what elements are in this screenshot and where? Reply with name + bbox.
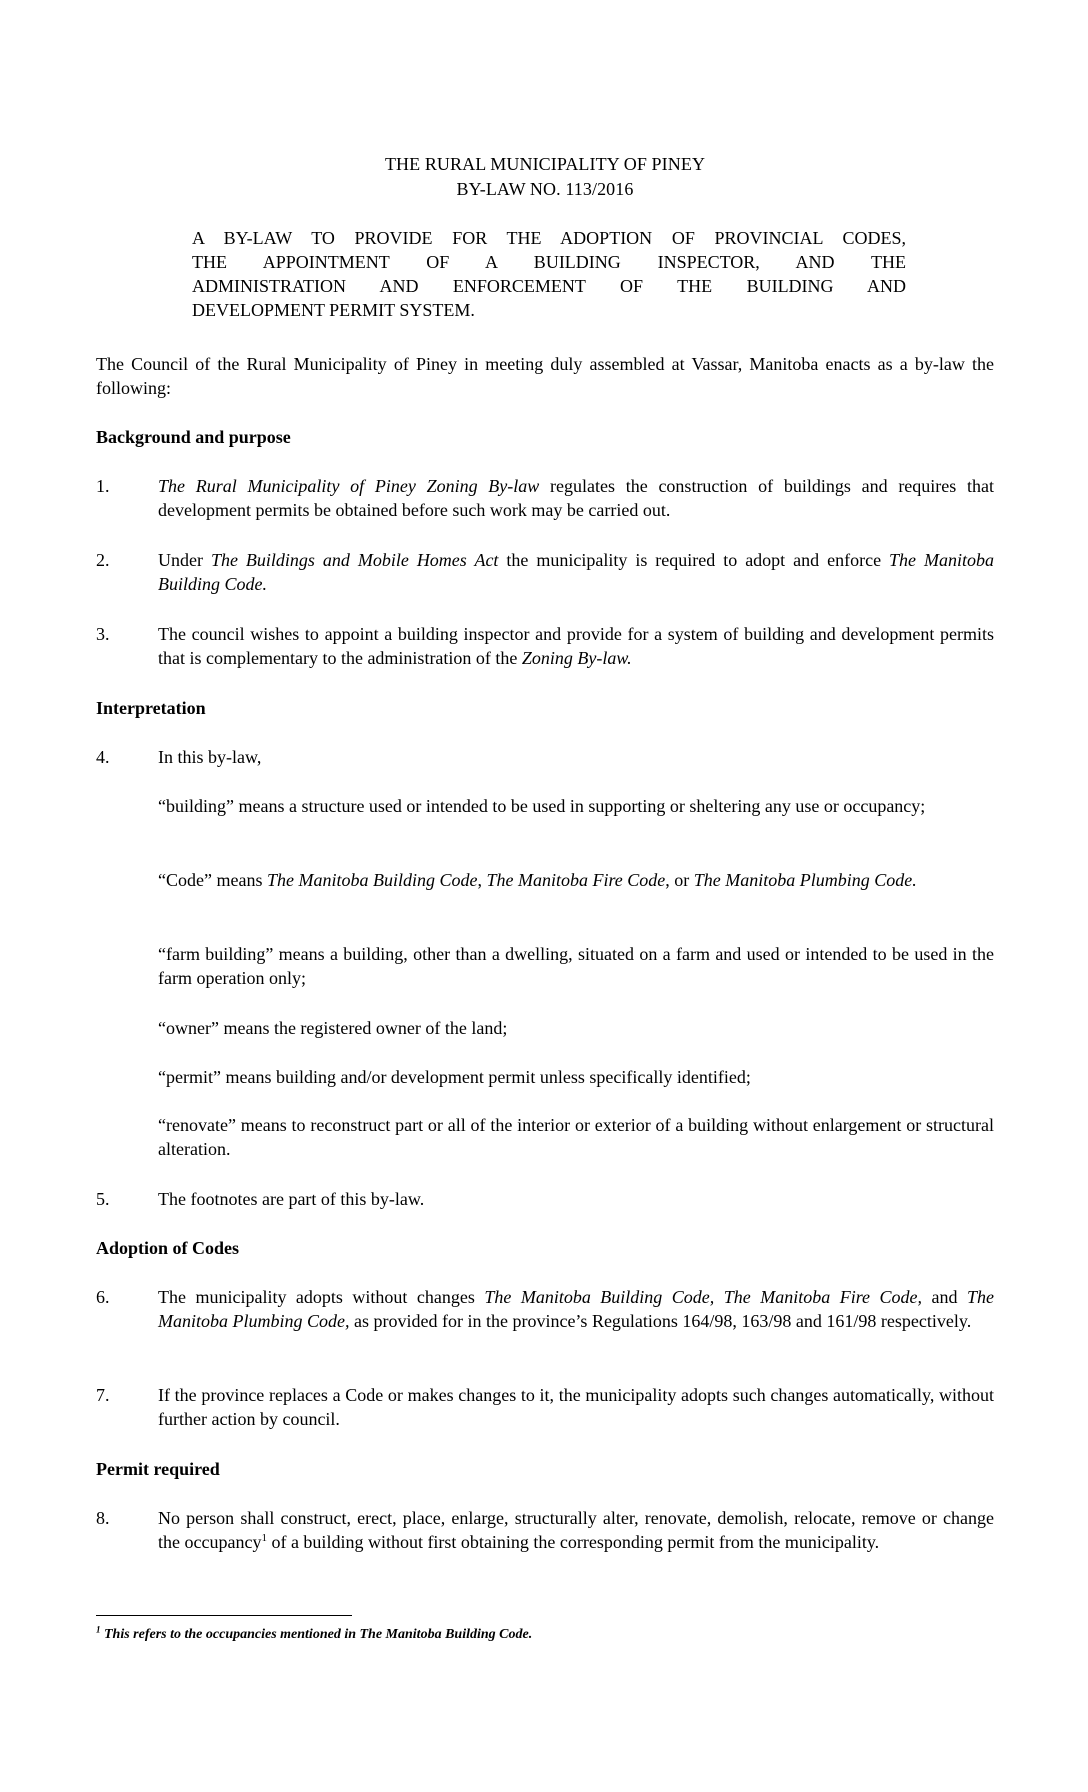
bylaw-title-line: A BY-LAW TO PROVIDE FOR THE ADOPTION OF PROVINCIAL CODES, — [192, 228, 906, 248]
document-page — [96, 0, 994, 1792]
intro-paragraph: The Council of the Rural Municipality of Piney in meeting duly assembled at Vassar, Manitoba enacts as a by-law the following: — [96, 354, 994, 398]
clause-number: 2. — [96, 550, 110, 570]
section-heading-permit: Permit required — [96, 1459, 220, 1479]
clause-text: The municipality adopts without changes The Manitoba Building Code, The Manitoba Fire Code, and The Manitoba Plumbing Code, as provided for in the province’s Regulations 164/98, 163/98 and 161/98 respectively. — [158, 1287, 994, 1331]
definition-code: “Code” means The Manitoba Building Code, The Manitoba Fire Code, or The Manitoba Plumbing Code. — [158, 870, 917, 890]
clause-text: In this by-law, — [158, 747, 262, 767]
definition-permit: “permit” means building and/or development permit unless specifically identified; — [158, 1067, 751, 1087]
bylaw-title-line: THE APPOINTMENT OF A BUILDING INSPECTOR, AND THE — [192, 252, 906, 272]
municipality-title: THE RURAL MUNICIPALITY OF PINEY — [384, 154, 706, 174]
clause-text: No person shall construct, erect, place, enlarge, structurally alter, renovate, demolish, relocate, remove or change the occupancy$^1$ of a building without first obtaining the corresponding permit from the municipality. — [158, 1508, 994, 1552]
document-header — [96, 152, 994, 202]
clause-number: 7. — [96, 1385, 110, 1405]
clause-text: If the province replaces a Code or makes changes to it, the municipality adopts such changes automatically, without further action by council. — [158, 1385, 994, 1429]
clause-number: 1. — [96, 476, 110, 496]
definition-farm-building: “farm building” means a building, other than a dwelling, situated on a farm and used or intended to be used in the farm operation only; — [158, 944, 994, 988]
bylaw-number: BY-LAW NO. 113/2016 — [456, 179, 634, 199]
footnote — [96, 1626, 532, 1644]
clause-text: The footnotes are part of this by-law. — [158, 1189, 425, 1209]
bylaw-title-line: DEVELOPMENT PERMIT SYSTEM. — [192, 300, 475, 320]
section-heading-adoption: Adoption of Codes — [96, 1238, 240, 1258]
section-heading-background: Background and purpose — [96, 427, 291, 447]
clause-text: The council wishes to appoint a building inspector and provide for a system of building and development permits that is complementary to the administration of the Zoning By-law. — [158, 624, 994, 668]
clause-number: 3. — [96, 624, 110, 644]
clause-text: Under The Buildings and Mobile Homes Act the municipality is required to adopt and enforce The Manitoba Building Code. — [158, 550, 995, 594]
footnote-divider — [96, 1615, 352, 1616]
bylaw-title — [192, 226, 906, 322]
definition-renovate: “renovate” means to reconstruct part or all of the interior or exterior of a building without enlargement or structural alteration. — [158, 1115, 994, 1159]
section-heading-interpretation: Interpretation — [96, 698, 206, 718]
clause-number: 8. — [96, 1508, 110, 1528]
clause-text: The Rural Municipality of Piney Zoning By-law regulates the construction of buildings and requires that development permits be obtained before such work may be carried out. — [158, 476, 995, 520]
footnote-reference: 1 — [261, 1532, 267, 1544]
clause-number: 5. — [96, 1189, 110, 1209]
footnote-text: This refers to the occupancies mentioned in The Manitoba Building Code. — [100, 1627, 533, 1642]
footnote-marker: 1 — [96, 1624, 101, 1635]
definition-building: “building” means a structure used or intended to be used in supporting or sheltering any use or occupancy; — [158, 796, 926, 816]
bylaw-title-line: ADMINISTRATION AND ENFORCEMENT OF THE BUILDING AND — [192, 276, 906, 296]
definition-owner: “owner” means the registered owner of the land; — [158, 1018, 508, 1038]
clause-number: 4. — [96, 747, 110, 767]
clause-number: 6. — [96, 1287, 110, 1307]
